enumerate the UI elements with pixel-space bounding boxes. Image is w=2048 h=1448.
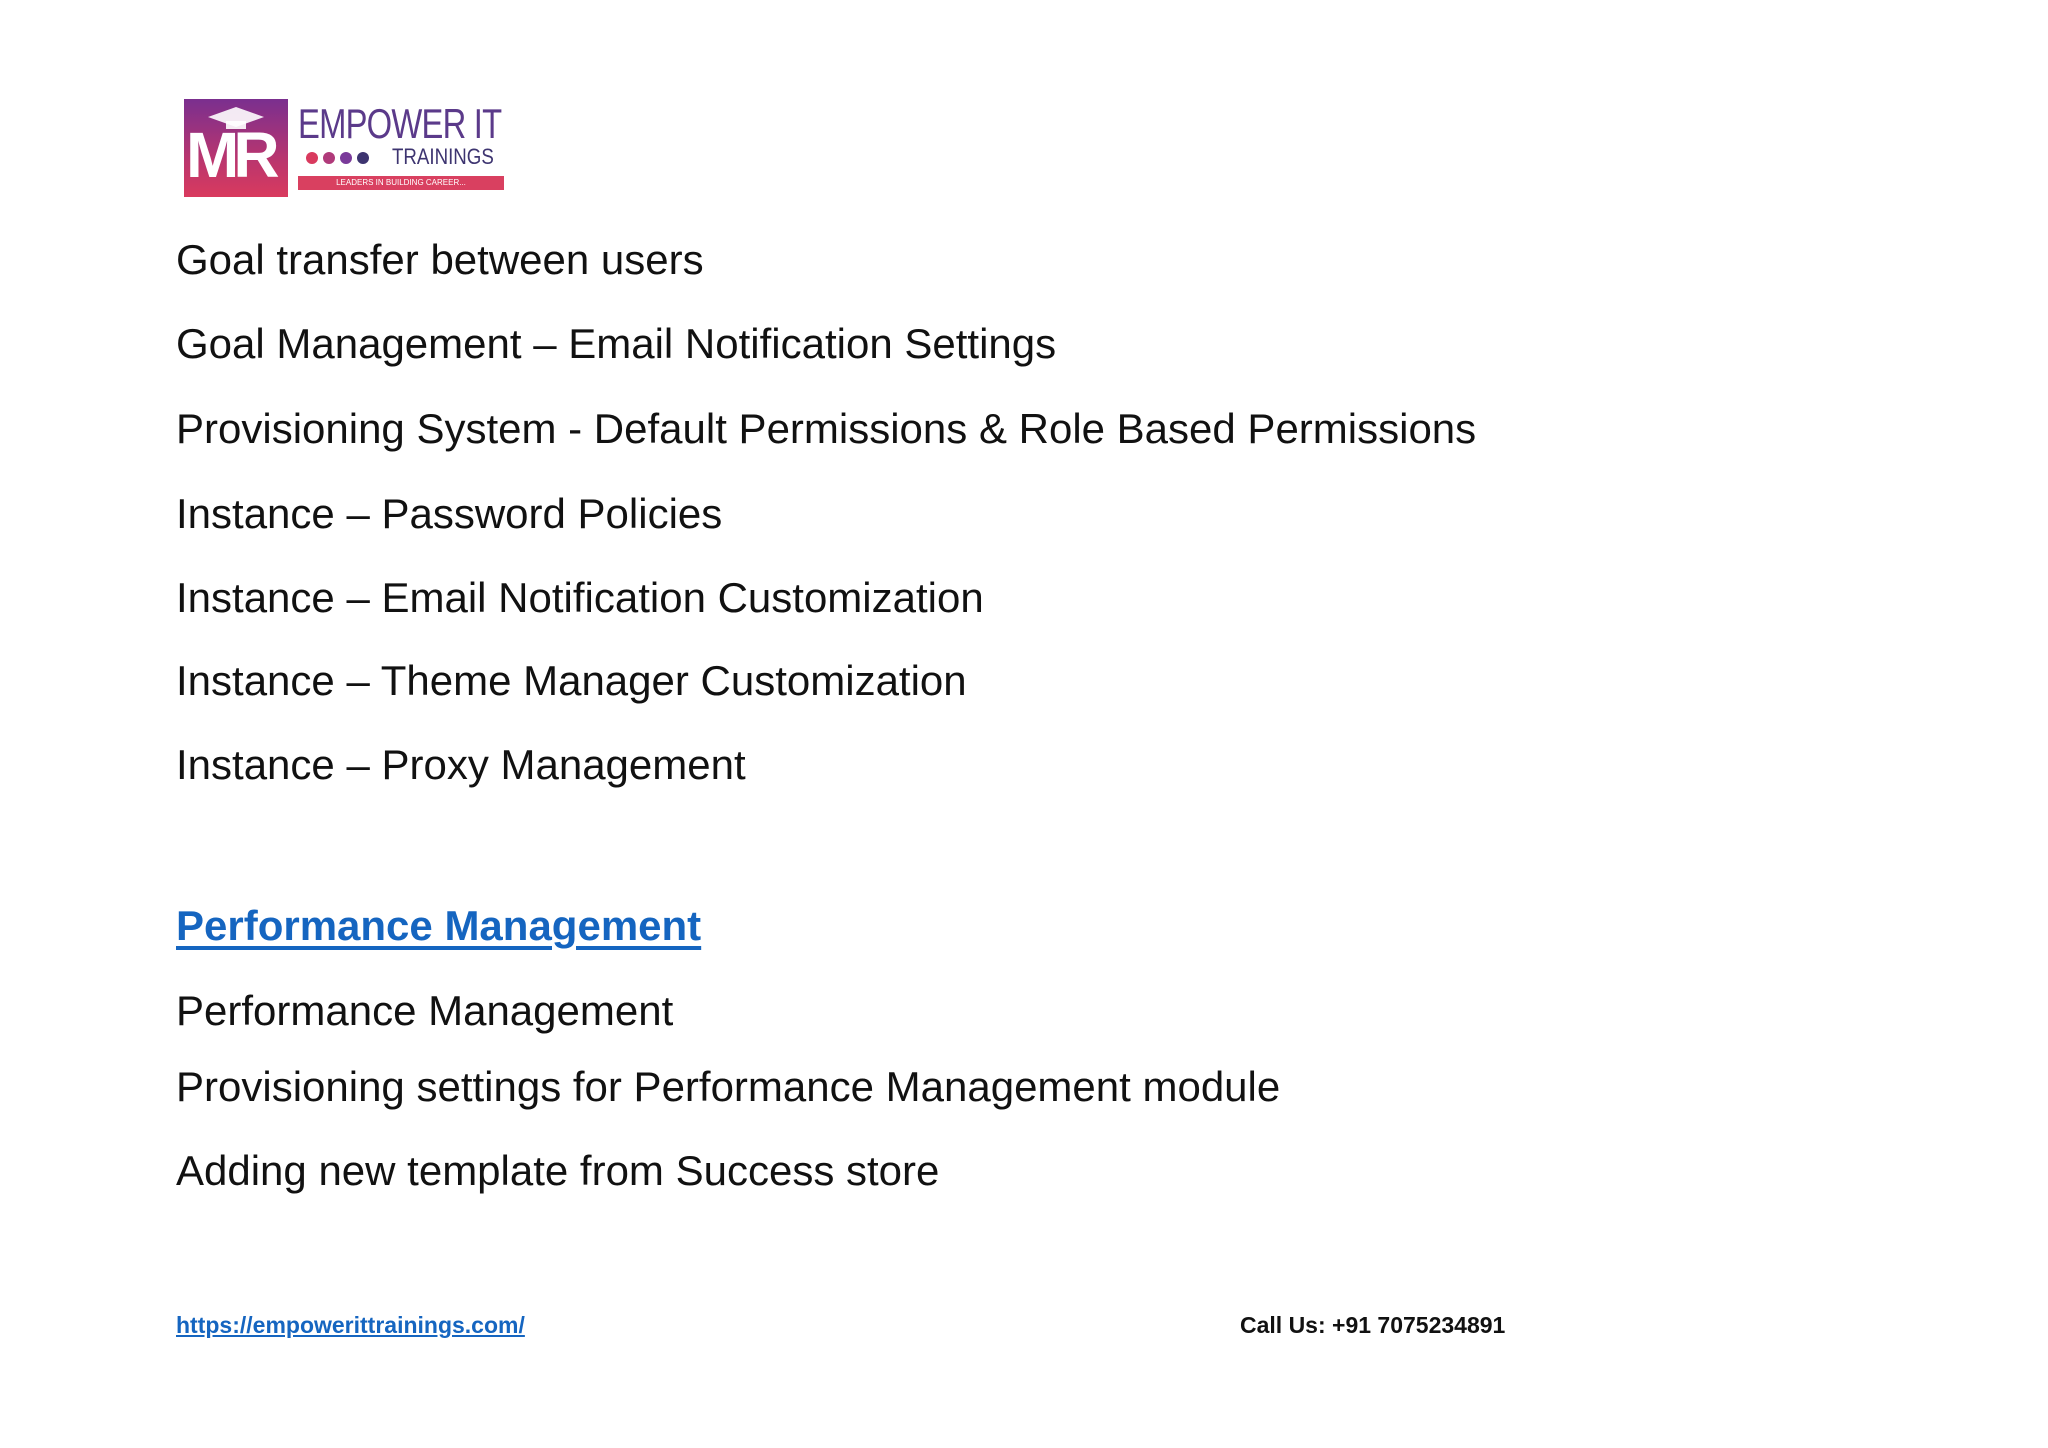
dot-icon: [323, 152, 335, 164]
topic-item: Instance – Theme Manager Customization: [176, 657, 967, 704]
topic-item: Provisioning settings for Performance Management module: [176, 1063, 1281, 1110]
dot-icon: [357, 152, 369, 164]
logo-dots: [306, 151, 396, 165]
topic-item: Goal transfer between users: [176, 236, 704, 283]
topic-item: Performance Management: [176, 987, 674, 1034]
logo-tagline: LEADERS IN BUILDING CAREER...: [298, 176, 504, 190]
logo-title: EMPOWER IT: [298, 100, 502, 147]
logo-initials: MR: [186, 119, 274, 191]
dot-icon: [340, 152, 352, 164]
topic-item: Provisioning System - Default Permissions & Role Based Permissions: [176, 405, 1477, 452]
topic-item: Adding new template from Success store: [176, 1147, 940, 1194]
company-logo: [184, 99, 512, 199]
website-link[interactable]: https://empowerittrainings.com/: [176, 1312, 525, 1338]
logo-subtitle: TRAININGS: [392, 144, 494, 169]
dot-icon: [306, 152, 318, 164]
section-heading[interactable]: Performance Management: [176, 902, 702, 949]
topic-item: Instance – Proxy Management: [176, 741, 746, 788]
topic-item: Instance – Email Notification Customization: [176, 574, 984, 621]
phone-number: Call Us: +91 7075234891: [1240, 1312, 1506, 1338]
logo-mark: [184, 99, 288, 197]
topic-item: Instance – Password Policies: [176, 490, 723, 537]
topic-item: Goal Management – Email Notification Settings: [176, 320, 1057, 367]
